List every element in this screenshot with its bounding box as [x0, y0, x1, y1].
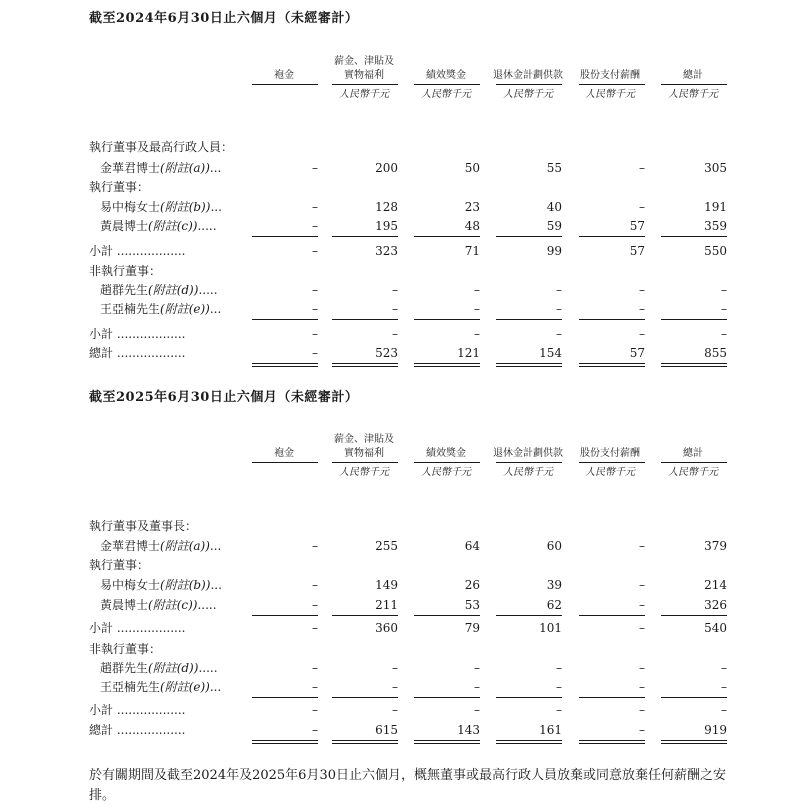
table-cell: 161	[539, 723, 562, 737]
row-label	[89, 345, 186, 361]
cell-rule	[414, 615, 480, 616]
row-label	[100, 282, 218, 298]
cell-rule	[332, 615, 398, 616]
table-cell: –	[639, 621, 645, 635]
table-cell: 71	[464, 244, 480, 258]
cell-rule	[579, 363, 645, 364]
table-cell: 523	[375, 346, 398, 360]
table-cell: –	[392, 661, 398, 675]
table-cell: 55	[546, 161, 562, 175]
row-note: (附註(d))	[148, 661, 199, 675]
cell-rule	[496, 743, 562, 744]
column-header-line: 股份支付薪酬	[580, 448, 640, 459]
table-cell: –	[639, 200, 645, 214]
table-cell: 323	[375, 244, 398, 258]
column-header-rule	[579, 462, 645, 463]
leader-dots: ...	[210, 578, 222, 592]
table-cell: 40	[546, 200, 562, 214]
table-cell: 101	[539, 621, 562, 635]
row-label-text: 總計	[89, 346, 114, 360]
column-header-line: 退休金計劃供款	[493, 70, 563, 81]
column-unit: 人民幣千元	[421, 89, 471, 100]
column-header	[653, 69, 733, 83]
cell-rule	[496, 697, 562, 698]
leader-dots: .....	[198, 661, 218, 675]
column-header-rule	[332, 462, 398, 463]
cell-rule	[332, 740, 398, 741]
row-label	[100, 597, 217, 613]
table-cell: –	[721, 302, 727, 316]
table-cell: –	[312, 539, 318, 553]
table-cell: 53	[464, 598, 480, 612]
table-cell: 855	[704, 346, 727, 360]
table-cell: –	[721, 703, 727, 717]
table-cell: 50	[464, 161, 480, 175]
table-cell: 214	[704, 578, 727, 592]
row-label-text: 易中梅女士	[100, 578, 161, 592]
table-cell: 360	[375, 621, 398, 635]
leader-dots: ..................	[113, 703, 186, 717]
leader-dots: ...	[209, 161, 222, 175]
column-unit: 人民幣千元	[421, 467, 471, 478]
row-label	[100, 660, 218, 676]
leader-dots: ...	[209, 302, 222, 316]
table-cell: –	[721, 283, 727, 297]
column-header-rule	[496, 84, 562, 85]
row-label-text: 金華君博士	[100, 539, 161, 553]
column-unit: 人民幣千元	[339, 467, 389, 478]
table-cell: –	[312, 621, 318, 635]
column-header-rule	[496, 462, 562, 463]
column-header	[570, 447, 650, 461]
cell-rule	[414, 697, 480, 698]
table-cell: 326	[704, 598, 727, 612]
cell-rule	[496, 319, 562, 320]
table-cell: –	[556, 283, 562, 297]
row-label	[89, 702, 186, 718]
table-cell: –	[312, 219, 318, 233]
column-header	[324, 433, 404, 461]
table-cell: –	[639, 723, 645, 737]
section-label	[89, 139, 233, 155]
table-cell: –	[312, 346, 318, 360]
table-cell: 540	[704, 621, 727, 635]
leader-dots: ...	[209, 539, 222, 553]
cell-rule	[252, 366, 318, 367]
table-cell: –	[639, 327, 645, 341]
column-header-rule	[414, 84, 480, 85]
row-label	[89, 620, 186, 636]
table-cell: 149	[375, 578, 398, 592]
column-header	[244, 447, 324, 461]
column-header-rule	[661, 84, 727, 85]
table-cell: 195	[375, 219, 398, 233]
column-header	[406, 69, 486, 83]
cell-rule	[414, 366, 480, 367]
cell-rule	[496, 366, 562, 367]
cell-rule	[579, 697, 645, 698]
leader-dots: ...	[210, 200, 222, 214]
table-cell: –	[474, 703, 480, 717]
column-header	[570, 69, 650, 83]
table-cell: –	[312, 703, 318, 717]
table-cell: –	[474, 680, 480, 694]
table-cell: –	[474, 327, 480, 341]
row-note: (附註(e))	[160, 680, 210, 694]
cell-rule	[579, 743, 645, 744]
column-header-line: 薪金、津貼及	[334, 434, 394, 445]
column-header	[406, 447, 486, 461]
cell-rule	[252, 615, 318, 616]
table-cell: –	[312, 161, 318, 175]
section-label	[89, 518, 197, 534]
cell-rule	[579, 319, 645, 320]
cell-rule	[661, 615, 727, 616]
table-cell: –	[312, 598, 318, 612]
table-cell: –	[639, 661, 645, 675]
table-heading: 截至2025年6月30日止六個月（未經審計）	[89, 390, 359, 405]
cell-rule	[661, 366, 727, 367]
table-cell: 99	[546, 244, 562, 258]
table-cell: 200	[375, 161, 398, 175]
leader-dots: .....	[198, 283, 218, 297]
column-header-line: 袍金	[274, 70, 294, 81]
row-label-text: 總計	[89, 723, 114, 737]
table-cell: –	[392, 327, 398, 341]
table-cell: –	[639, 283, 645, 297]
cell-rule	[414, 363, 480, 364]
row-label-text: 非執行董事：	[89, 642, 162, 656]
row-label-text: 王亞楠先生	[100, 680, 161, 694]
row-note: (附註(c))	[148, 598, 198, 612]
cell-rule	[414, 236, 480, 237]
table-cell: 39	[546, 578, 562, 592]
table-cell: –	[312, 283, 318, 297]
table-cell: 60	[546, 539, 562, 553]
table-cell: 26	[464, 578, 480, 592]
cell-rule	[414, 743, 480, 744]
table-cell: 143	[457, 723, 480, 737]
row-label-text: 黃晨博士	[100, 598, 149, 612]
table-cell: –	[639, 161, 645, 175]
row-label	[100, 160, 221, 176]
row-note: (附註(e))	[160, 302, 210, 316]
row-label-text: 非執行董事：	[89, 264, 162, 278]
table-cell: 57	[629, 346, 645, 360]
cell-rule	[414, 319, 480, 320]
table-cell: –	[639, 680, 645, 694]
table-cell: –	[721, 327, 727, 341]
column-header-rule	[414, 462, 480, 463]
table-cell: –	[312, 302, 318, 316]
table-cell: –	[474, 283, 480, 297]
footer-paragraph: 於有關期間及截至2024年及2025年6月30日止六個月，概無董事或最高行政人員放棄或同意放棄任何薪酬之安排。	[89, 768, 726, 803]
table-cell: –	[556, 661, 562, 675]
column-header-rule	[252, 84, 318, 85]
table-cell: –	[639, 539, 645, 553]
column-unit: 人民幣千元	[668, 467, 718, 478]
table-heading: 截至2024年6月30日止六個月（未經審計）	[89, 11, 359, 26]
table-cell: –	[556, 327, 562, 341]
cell-rule	[661, 319, 727, 320]
column-header	[488, 447, 568, 461]
row-label-text: 黃晨博士	[100, 219, 149, 233]
row-label	[89, 243, 186, 259]
column-header-rule	[579, 84, 645, 85]
section-label	[89, 263, 161, 279]
cell-rule	[496, 740, 562, 741]
cell-rule	[579, 366, 645, 367]
column-header	[244, 69, 324, 83]
column-header-rule	[661, 462, 727, 463]
leader-dots: ..................	[113, 327, 186, 341]
leader-dots: ...	[209, 680, 222, 694]
table-cell: 255	[375, 539, 398, 553]
leader-dots: .....	[197, 598, 217, 612]
row-note: (附註(a))	[160, 161, 210, 175]
table-cell: 211	[375, 598, 398, 612]
column-header-rule	[252, 462, 318, 463]
column-unit: 人民幣千元	[503, 89, 553, 100]
table-cell: 359	[704, 219, 727, 233]
cell-rule	[332, 697, 398, 698]
row-label-text: 金華君博士	[100, 161, 161, 175]
column-header	[653, 447, 733, 461]
row-label	[100, 679, 221, 695]
cell-rule	[252, 236, 318, 237]
row-note: (附註(b))	[160, 578, 211, 592]
column-unit: 人民幣千元	[339, 89, 389, 100]
row-label-text: 王亞楠先生	[100, 302, 161, 316]
table-cell: 919	[704, 723, 727, 737]
row-label	[100, 538, 221, 554]
row-label-text: 易中梅女士	[100, 200, 161, 214]
section-label	[89, 179, 149, 195]
row-label-text: 執行董事及董事長：	[89, 519, 198, 533]
column-header-line: 實物福利	[344, 70, 384, 81]
column-header-line: 實物福利	[344, 448, 384, 459]
column-header	[324, 55, 404, 83]
table-cell: –	[556, 703, 562, 717]
table-cell: –	[392, 703, 398, 717]
column-header-line: 袍金	[274, 448, 294, 459]
column-header-line: 總計	[683, 70, 703, 81]
cell-rule	[661, 697, 727, 698]
cell-rule	[332, 366, 398, 367]
table-cell: –	[312, 661, 318, 675]
table-cell: 379	[704, 539, 727, 553]
table-cell: 191	[704, 200, 727, 214]
table-cell: –	[312, 578, 318, 592]
row-label-text: 小計	[89, 244, 114, 258]
row-label	[100, 199, 222, 215]
row-label-text: 小計	[89, 703, 114, 717]
table-cell: –	[639, 302, 645, 316]
row-note: (附註(a))	[160, 539, 210, 553]
cell-rule	[252, 743, 318, 744]
column-unit: 人民幣千元	[503, 467, 553, 478]
column-header-line: 股份支付薪酬	[580, 70, 640, 81]
table-cell: –	[392, 283, 398, 297]
table-cell: –	[556, 680, 562, 694]
cell-rule	[661, 740, 727, 741]
table-cell: –	[392, 302, 398, 316]
column-header-line: 總計	[683, 448, 703, 459]
table-cell: 121	[457, 346, 480, 360]
row-label	[100, 218, 217, 234]
table-cell: –	[312, 680, 318, 694]
cell-rule	[496, 363, 562, 364]
row-label-text: 趙群先生	[100, 661, 149, 675]
cell-rule	[579, 236, 645, 237]
cell-rule	[332, 236, 398, 237]
table-cell: –	[556, 302, 562, 316]
cell-rule	[252, 363, 318, 364]
row-label-text: 小計	[89, 327, 114, 341]
cell-rule	[661, 236, 727, 237]
table-cell: 154	[539, 346, 562, 360]
row-label-text: 趙群先生	[100, 283, 149, 297]
table-cell: –	[639, 598, 645, 612]
column-header-line: 薪金、津貼及	[334, 56, 394, 67]
column-unit: 人民幣千元	[668, 89, 718, 100]
cell-rule	[252, 740, 318, 741]
cell-rule	[496, 236, 562, 237]
table-cell: 57	[629, 244, 645, 258]
cell-rule	[661, 363, 727, 364]
column-unit: 人民幣千元	[585, 467, 635, 478]
cell-rule	[332, 363, 398, 364]
table-cell: 57	[629, 219, 645, 233]
table-cell: 48	[464, 219, 480, 233]
section-label	[89, 557, 149, 573]
row-label	[89, 326, 186, 342]
cell-rule	[252, 697, 318, 698]
row-note: (附註(b))	[160, 200, 211, 214]
cell-rule	[579, 740, 645, 741]
table-cell: –	[639, 578, 645, 592]
table-cell: 59	[546, 219, 562, 233]
table-cell: 62	[546, 598, 562, 612]
table-cell: –	[392, 680, 398, 694]
table-cell: –	[639, 703, 645, 717]
column-header	[488, 69, 568, 83]
cell-rule	[252, 319, 318, 320]
row-label	[100, 301, 221, 317]
column-header-line: 退休金計劃供款	[493, 448, 563, 459]
column-header-rule	[332, 84, 398, 85]
cell-rule	[332, 319, 398, 320]
column-header-line: 績效獎金	[426, 70, 466, 81]
row-label-text: 執行董事：	[89, 558, 150, 572]
table-cell: 79	[464, 621, 480, 635]
section-label	[89, 641, 161, 657]
column-unit: 人民幣千元	[585, 89, 635, 100]
table-cell: 550	[704, 244, 727, 258]
table-cell: –	[721, 661, 727, 675]
row-label-text: 執行董事：	[89, 180, 150, 194]
leader-dots: ..................	[113, 244, 186, 258]
leader-dots: ..................	[113, 346, 186, 360]
leader-dots: ..................	[113, 723, 186, 737]
cell-rule	[661, 743, 727, 744]
row-note: (附註(d))	[148, 283, 199, 297]
table-cell: –	[312, 327, 318, 341]
table-cell: –	[721, 680, 727, 694]
table-cell: 23	[464, 200, 480, 214]
row-label	[100, 577, 222, 593]
cell-rule	[496, 615, 562, 616]
table-cell: –	[312, 244, 318, 258]
table-cell: 128	[375, 200, 398, 214]
cell-rule	[332, 743, 398, 744]
leader-dots: ..................	[113, 621, 186, 635]
cell-rule	[579, 615, 645, 616]
table-cell: –	[474, 302, 480, 316]
table-cell: –	[312, 200, 318, 214]
table-cell: 615	[375, 723, 398, 737]
table-cell: 305	[704, 161, 727, 175]
table-cell: –	[474, 661, 480, 675]
row-label	[89, 722, 186, 738]
row-note: (附註(c))	[148, 219, 198, 233]
table-cell: 64	[464, 539, 480, 553]
leader-dots: .....	[197, 219, 217, 233]
table-cell: –	[312, 723, 318, 737]
column-header-line: 績效獎金	[426, 448, 466, 459]
cell-rule	[414, 740, 480, 741]
row-label-text: 小計	[89, 621, 114, 635]
row-label-text: 執行董事及最高行政人員：	[89, 140, 234, 154]
